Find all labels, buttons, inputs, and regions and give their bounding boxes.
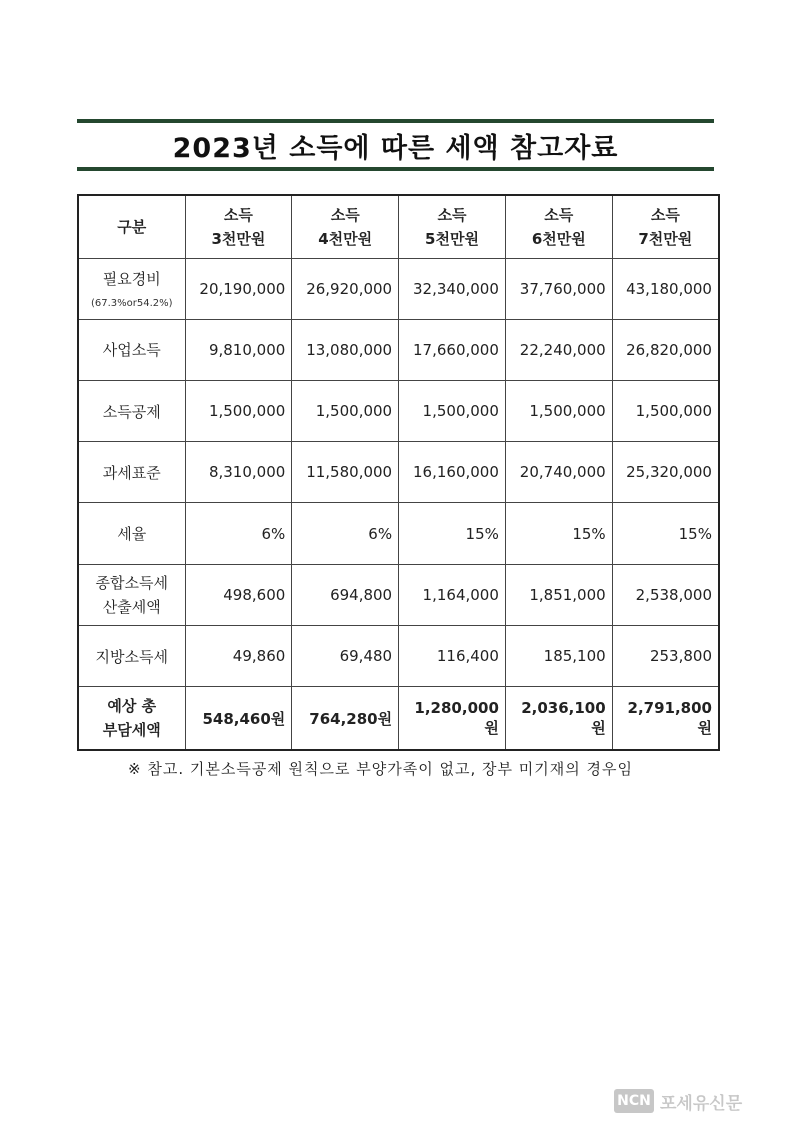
table-cell: 20,740,000	[505, 442, 612, 503]
table-cell: 32,340,000	[399, 258, 506, 319]
total-cell: 764,280원	[292, 687, 399, 750]
row-label: 소득공제	[78, 380, 185, 441]
table-row	[78, 442, 719, 503]
column-header: 소득 4천만원	[292, 195, 399, 258]
table-cell: 16,160,000	[399, 442, 506, 503]
table-cell: 69,480	[292, 625, 399, 686]
column-header: 소득 6천만원	[505, 195, 612, 258]
table-cell: 1,500,000	[185, 380, 292, 441]
table-cell: 694,800	[292, 564, 399, 625]
newspaper-logo-icon: NCN	[614, 1089, 654, 1113]
row-sublabel: (67.3%or54.2%)	[90, 297, 173, 309]
table-cell: 13,080,000	[292, 319, 399, 380]
table-cell: 26,820,000	[612, 319, 719, 380]
table-cell: 1,500,000	[292, 380, 399, 441]
table-cell: 15%	[505, 503, 612, 564]
total-cell: 2,036,100원	[505, 687, 612, 750]
tax-table	[77, 194, 720, 751]
table-cell: 22,240,000	[505, 319, 612, 380]
corner-header: 구분	[78, 195, 185, 258]
table-cell: 49,860	[185, 625, 292, 686]
footnote: ※ 참고. 기본소득공제 원칙으로 부양가족이 없고, 장부 미기재의 경우임	[128, 760, 633, 778]
document-title: 2023년 소득에 따른 세액 참고자료	[172, 132, 619, 164]
row-label: 세율	[78, 503, 185, 564]
total-cell: 1,280,000원	[399, 687, 506, 750]
title-banner	[77, 119, 714, 171]
table-cell: 20,190,000	[185, 258, 292, 319]
table-cell: 9,810,000	[185, 319, 292, 380]
table-cell: 25,320,000	[612, 442, 719, 503]
table-header-row	[78, 195, 719, 258]
table-cell: 17,660,000	[399, 319, 506, 380]
watermark-text: 포세유신문	[660, 1093, 743, 1114]
table-cell: 1,500,000	[399, 380, 506, 441]
total-cell: 548,460원	[185, 687, 292, 750]
row-label: 과세표준	[78, 442, 185, 503]
table-cell: 1,851,000	[505, 564, 612, 625]
row-label: 필요경비 (67.3%or54.2%)	[78, 258, 185, 319]
row-label: 지방소득세	[78, 625, 185, 686]
column-header: 소득 5천만원	[399, 195, 506, 258]
column-header: 소득 3천만원	[185, 195, 292, 258]
row-label: 사업소득	[78, 319, 185, 380]
table-cell: 253,800	[612, 625, 719, 686]
table-row	[78, 258, 719, 319]
row-label: 종합소득세 산출세액	[78, 564, 185, 625]
table-row	[78, 625, 719, 686]
table-cell: 6%	[292, 503, 399, 564]
table-row	[78, 380, 719, 441]
table-cell: 116,400	[399, 625, 506, 686]
table-row	[78, 503, 719, 564]
table-cell: 1,500,000	[505, 380, 612, 441]
total-label: 예상 총 부담세액	[78, 687, 185, 750]
column-header: 소득 7천만원	[612, 195, 719, 258]
table-cell: 37,760,000	[505, 258, 612, 319]
table-cell: 498,600	[185, 564, 292, 625]
table-cell: 8,310,000	[185, 442, 292, 503]
table-cell: 1,500,000	[612, 380, 719, 441]
table-cell: 43,180,000	[612, 258, 719, 319]
table-cell: 26,920,000	[292, 258, 399, 319]
total-row	[78, 687, 719, 750]
table-cell: 1,164,000	[399, 564, 506, 625]
table-row	[78, 319, 719, 380]
table-cell: 15%	[399, 503, 506, 564]
table-cell: 6%	[185, 503, 292, 564]
table-cell: 185,100	[505, 625, 612, 686]
watermark-logo	[614, 1088, 742, 1114]
table-cell: 2,538,000	[612, 564, 719, 625]
table-row	[78, 564, 719, 625]
table-cell: 11,580,000	[292, 442, 399, 503]
total-cell: 2,791,800원	[612, 687, 719, 750]
table-cell: 15%	[612, 503, 719, 564]
